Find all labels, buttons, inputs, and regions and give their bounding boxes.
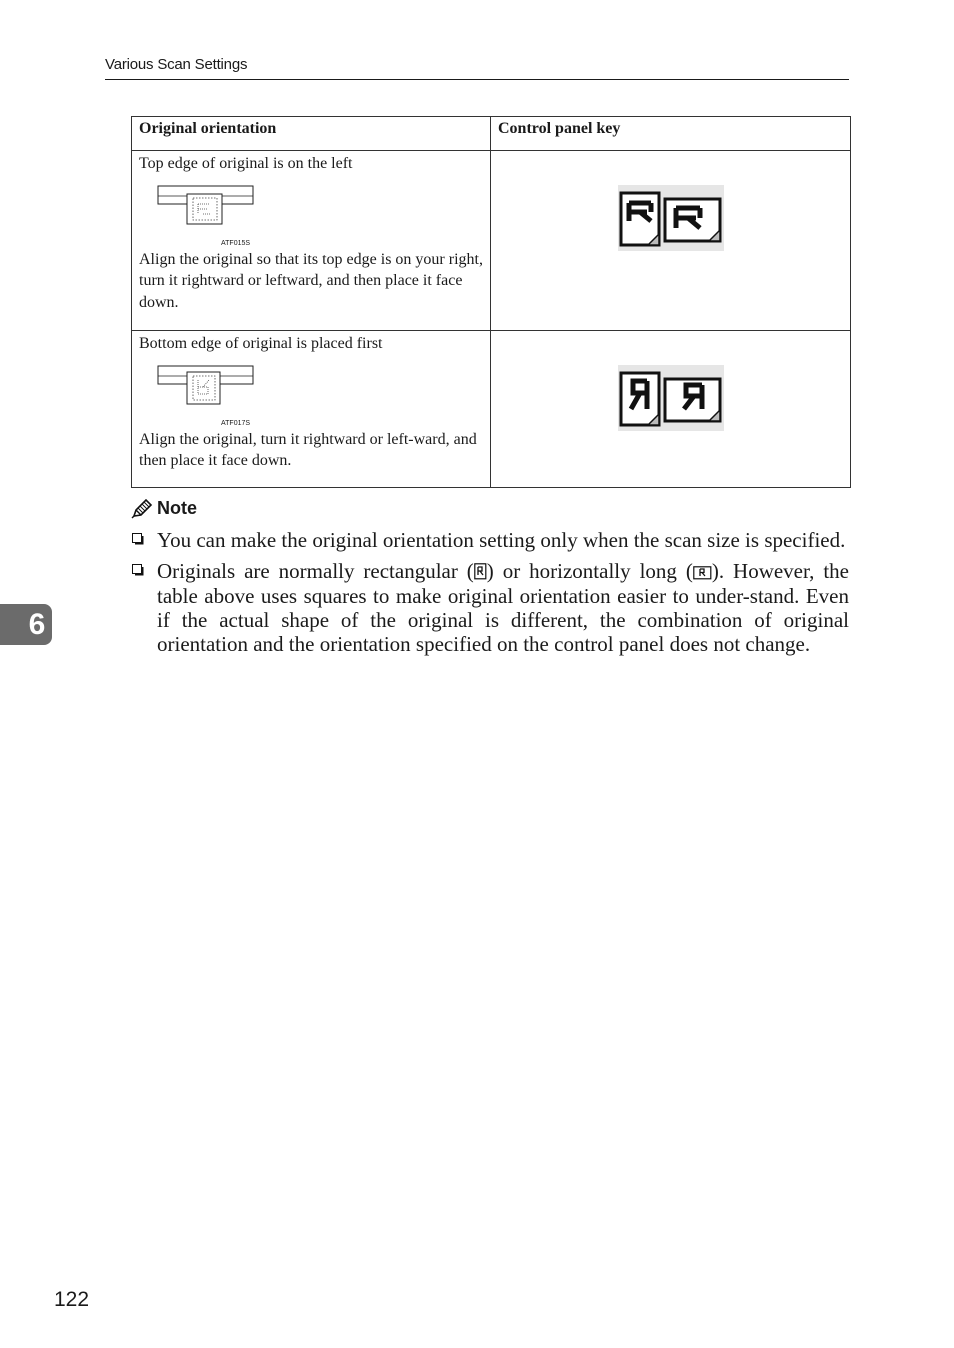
landscape-original-icon xyxy=(693,566,712,580)
note-list xyxy=(131,528,849,663)
orientation-key-mirrored-icon xyxy=(618,365,724,431)
row-instruction: Align the original so that its top edge is on your right, turn it rightward or leftward, and then place it face down. xyxy=(139,250,483,311)
figure-caption: ATF017S xyxy=(221,419,251,427)
scanner-figure xyxy=(139,175,339,249)
chapter-tab: 6 xyxy=(0,604,52,645)
orientation-table xyxy=(131,116,851,488)
checkbox-bullet-icon xyxy=(132,564,144,576)
header-rule xyxy=(105,79,849,80)
note-heading xyxy=(131,498,197,519)
row-instruction: Align the original, turn it rightward or left-ward, and then place it face down. xyxy=(139,430,477,469)
table-header-row xyxy=(132,117,851,151)
checkbox-bullet-icon xyxy=(132,533,144,545)
scanner-bottom-edge-first-illustration xyxy=(157,365,257,407)
running-header: Various Scan Settings xyxy=(105,56,248,73)
col-header-control-panel-key: Control panel key xyxy=(491,117,851,151)
row-title: Top edge of original is on the left xyxy=(139,155,353,172)
portrait-original-icon xyxy=(474,563,487,580)
row-title: Bottom edge of original is placed first xyxy=(139,335,383,352)
table-row xyxy=(132,331,851,488)
list-item xyxy=(131,528,849,552)
scanner-top-edge-left-illustration xyxy=(157,185,257,227)
page-number: 122 xyxy=(54,1288,90,1311)
note-heading-text: Note xyxy=(157,498,197,518)
orientation-key-rotated-icon xyxy=(618,185,724,251)
note-text-part2: ) or horizontally long ( xyxy=(486,559,693,584)
orientation-cell xyxy=(132,331,491,488)
control-key-cell xyxy=(491,331,851,488)
note-text: You can make the original orientation setting only when the scan size is specified. xyxy=(157,528,846,552)
pencil-icon xyxy=(131,499,153,519)
note-text-part3: ). However, the table above uses squares to make original orientation easier to under-stand. Even if the actual shape of the original is different, the combination of original orientation and the orientation specified on the control panel does not change. xyxy=(157,559,849,657)
scanner-figure xyxy=(139,355,339,429)
table-row xyxy=(132,151,851,331)
figure-caption: ATF015S xyxy=(221,239,251,247)
col-header-original-orientation: Original orientation xyxy=(132,117,491,151)
control-key-cell xyxy=(491,151,851,331)
list-item xyxy=(131,559,849,656)
note-text-part1: Originals are normally rectangular ( xyxy=(157,559,474,584)
orientation-cell xyxy=(132,151,491,331)
